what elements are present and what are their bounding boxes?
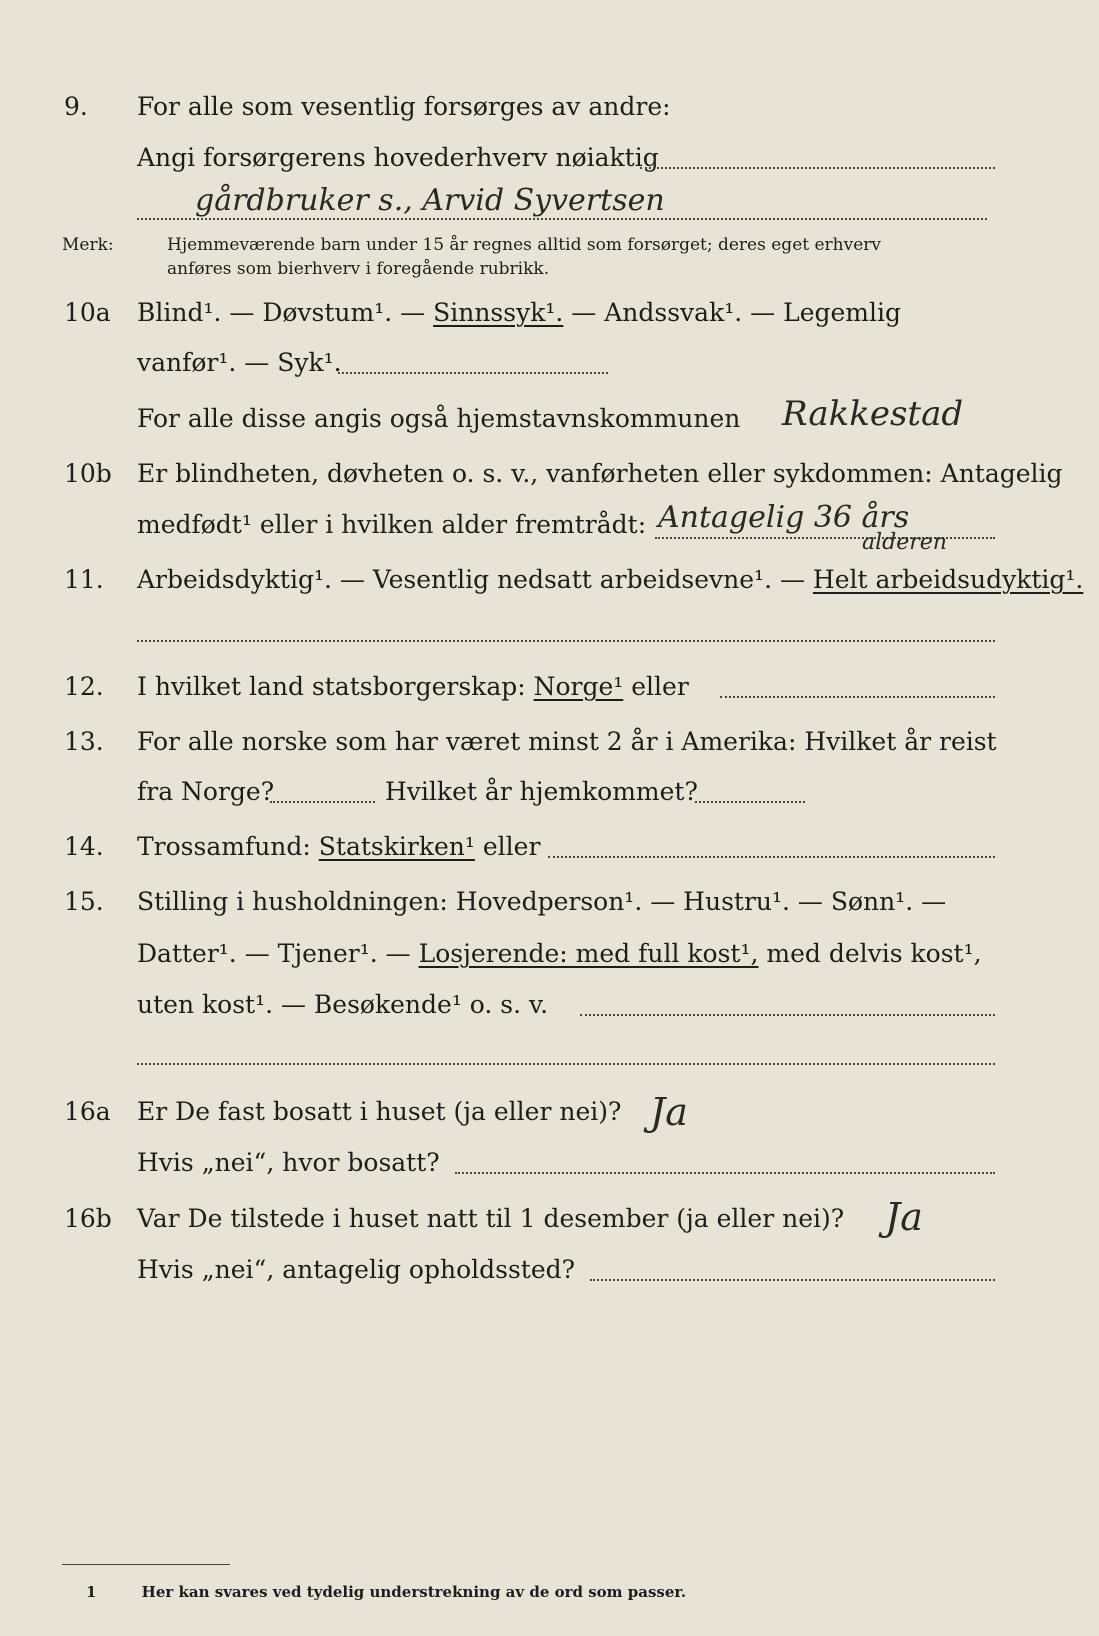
question-number: 16b: [64, 1204, 112, 1233]
question-text: For alle norske som har været minst 2 år i Amerika: Hvilket år reist: [137, 727, 997, 756]
fill-line: [548, 856, 995, 858]
note-text: Hjemmeværende barn under 15 år regnes alltid som forsørget; deres eget erhverv: [167, 235, 882, 255]
selected-option: Norge¹: [533, 672, 624, 701]
question-text: Var De tilstede i huset natt til 1 desember (ja eller nei)?: [137, 1204, 845, 1233]
handwritten-answer-onset-cont: alderen: [862, 530, 947, 555]
fill-line: [338, 372, 608, 374]
option-text: Blind¹. — Døvstum¹. —: [137, 298, 426, 327]
footnote-mark: 1: [86, 1583, 97, 1601]
footnote: [86, 1583, 686, 1601]
fill-line: [137, 640, 995, 642]
selected-option: Helt arbeidsudyktig¹.: [812, 565, 1084, 594]
question-number: 10a: [64, 298, 111, 327]
footnote-text: Her kan svares ved tydelig understrekning av de ord som passer.: [141, 1583, 687, 1601]
fill-line: [695, 801, 805, 803]
fill-line: [137, 218, 987, 220]
handwritten-answer-occupation: gårdbruker s., Arvid Syvertsen: [195, 183, 665, 218]
fill-line: [640, 167, 995, 169]
option-text: Datter¹. — Tjener¹. —: [137, 939, 411, 968]
question-text: vanfør¹. — Syk¹.: [137, 348, 342, 377]
question-number: 14.: [64, 832, 104, 861]
question-text: medfødt¹ eller i hvilken alder fremtrådt:: [137, 510, 647, 539]
question-number: 9.: [64, 92, 88, 121]
selected-option: Losjerende: med full kost¹,: [418, 939, 759, 968]
fill-line: [455, 1172, 995, 1174]
fill-line: [590, 1279, 995, 1281]
question-text: For alle som vesentlig forsørges av andre:: [137, 92, 671, 121]
question-text: uten kost¹. — Besøkende¹ o. s. v.: [137, 990, 549, 1019]
question-number: 16a: [64, 1097, 111, 1126]
fill-line: [270, 801, 375, 803]
handwritten-answer-present: Ja: [885, 1195, 923, 1239]
fill-line: [720, 696, 995, 698]
question-text: Angi forsørgerens hovederhverv nøiaktig: [137, 143, 659, 172]
question-number: 13.: [64, 727, 104, 756]
question-text: Hvis „nei“, antagelig opholdssted?: [137, 1255, 576, 1284]
question-number: 12.: [64, 672, 104, 701]
option-text: med delvis kost¹,: [766, 939, 982, 968]
option-text: eller: [482, 832, 541, 861]
question-text: Hvilket år hjemkommet?: [385, 777, 698, 806]
option-text: eller: [631, 672, 689, 701]
option-text: Trossamfund:: [137, 832, 311, 861]
fill-line: [580, 1014, 995, 1016]
option-text: Arbeidsdyktig¹. — Vesentlig nedsatt arbeidsevne¹. —: [137, 565, 805, 594]
question-text: Er blindheten, døvheten o. s. v., vanførheten eller sykdommen: Antagelig: [137, 459, 1063, 488]
handwritten-answer-onset: Antagelig 36 års: [658, 500, 910, 535]
question-number: 15.: [64, 887, 104, 916]
question-text: Stilling i husholdningen: Hovedperson¹. — Hustru¹. — Sønn¹. —: [137, 887, 947, 916]
question-text: fra Norge?: [137, 777, 275, 806]
question-text: [137, 298, 901, 328]
note-label: Merk:: [62, 235, 114, 255]
selected-option: Sinnssyk¹.: [433, 298, 564, 327]
question-text: [137, 672, 689, 702]
selected-option: Statskirken¹: [318, 832, 475, 861]
question-text: [137, 939, 982, 969]
question-number: 10b: [64, 459, 112, 488]
option-text: I hvilket land statsborgerskap:: [137, 672, 526, 701]
question-text: Hvis „nei“, hvor bosatt?: [137, 1148, 440, 1177]
question-text: [137, 565, 1083, 595]
option-text: — Andssvak¹. — Legemlig: [571, 298, 901, 327]
note-text: anføres som bierhverv i foregående rubrikk.: [167, 259, 550, 279]
fill-line: [137, 1063, 995, 1065]
question-text: For alle disse angis også hjemstavnskommunen: [137, 404, 741, 433]
handwritten-answer-resident: Ja: [650, 1090, 688, 1134]
handwritten-answer-municipality: Rakkestad: [782, 394, 964, 434]
footnote-rule: [62, 1564, 230, 1565]
question-number: 11.: [64, 565, 104, 594]
question-text: Er De fast bosatt i huset (ja eller nei)?: [137, 1097, 622, 1126]
question-text: [137, 832, 540, 862]
